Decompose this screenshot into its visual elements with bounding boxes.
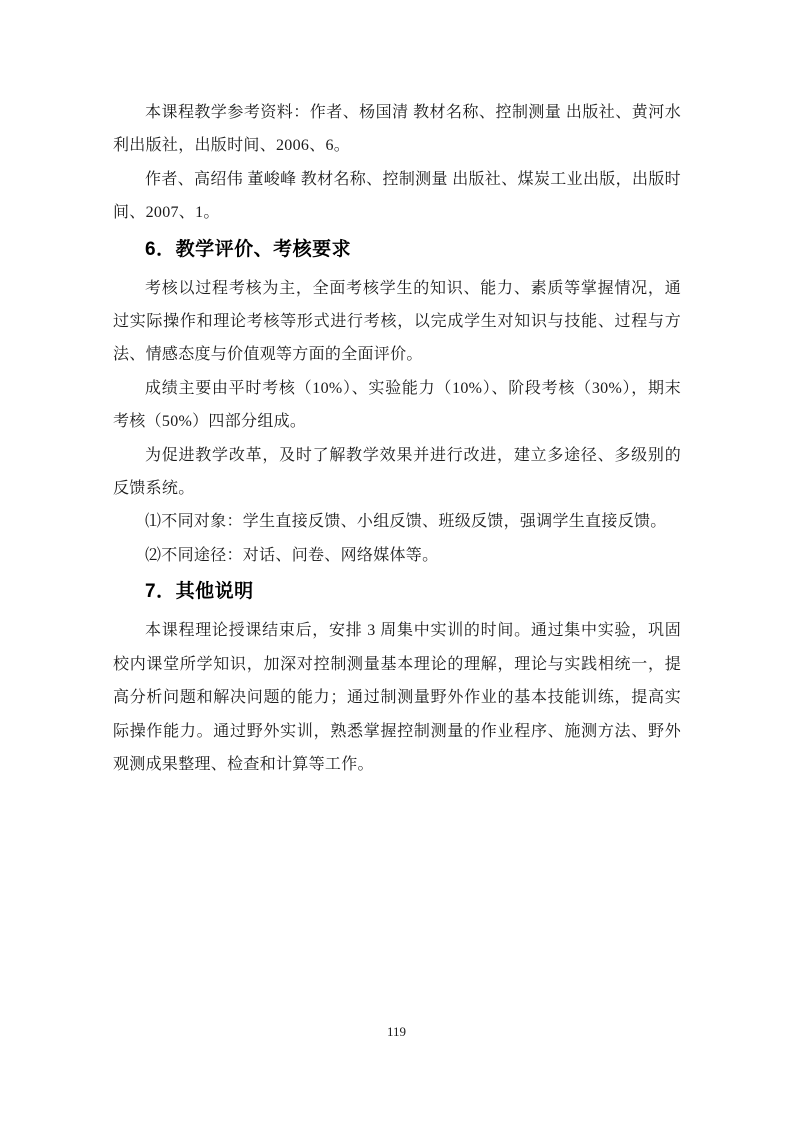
section-heading-evaluation: 6．教学评价、考核要求 bbox=[145, 238, 352, 260]
page-number: 119 bbox=[386, 1024, 407, 1039]
paragraph-references-1: 本课程教学参考资料：作者、杨国清 教材名称、控制测量 出版社、黄河水利出版社，出版时间、2006、6。 bbox=[113, 104, 681, 155]
paragraph-grade-composition: 成绩主要由平时考核（10%）、实验能力（10%）、阶段考核（30%），期末考核（50%）四部分组成。 bbox=[113, 379, 681, 431]
paragraph-references-2: 作者、高绍伟 董峻峰 教材名称、控制测量 出版社、煤炭工业出版，出版时间、2007、1。 bbox=[113, 170, 681, 222]
paragraph-feedback-targets: ⑴不同对象：学生直接反馈、小组反馈、班级反馈，强调学生直接反馈。 bbox=[145, 513, 667, 531]
paragraph-practical-training: 本课程理论授课结束后，安排 3 周集中实训的时间。通过集中实验，巩固校内课堂所学知识，加深对控制测量基本理论的理解，理论与实践相统一，提高分析问题和解决问题的能力；通过制测量野外作业的基本技能训练，提高实际操作能力。通过野外实训，熟悉掌握控制测量的作业程序、施测方法、野外观测成果整理、检查和计算等工作。 bbox=[113, 622, 681, 773]
paragraph-assessment-method: 考核以过程考核为主，全面考核学生的知识、能力、素质等掌握情况，通过实际操作和理论考核等形式进行考核，以完成学生对知识与技能、过程与方法、情感态度与价值观等方面的全面评价。 bbox=[113, 279, 681, 364]
section-heading-other-notes: 7．其他说明 bbox=[145, 581, 254, 603]
paragraph-feedback-system: 为促进教学改革，及时了解教学效果并进行改进，建立多途径、多级别的反馈系统。 bbox=[113, 446, 681, 498]
document-body bbox=[113, 96, 681, 781]
paragraph-feedback-channels: ⑵不同途径：对话、问卷、网络媒体等。 bbox=[145, 546, 439, 564]
